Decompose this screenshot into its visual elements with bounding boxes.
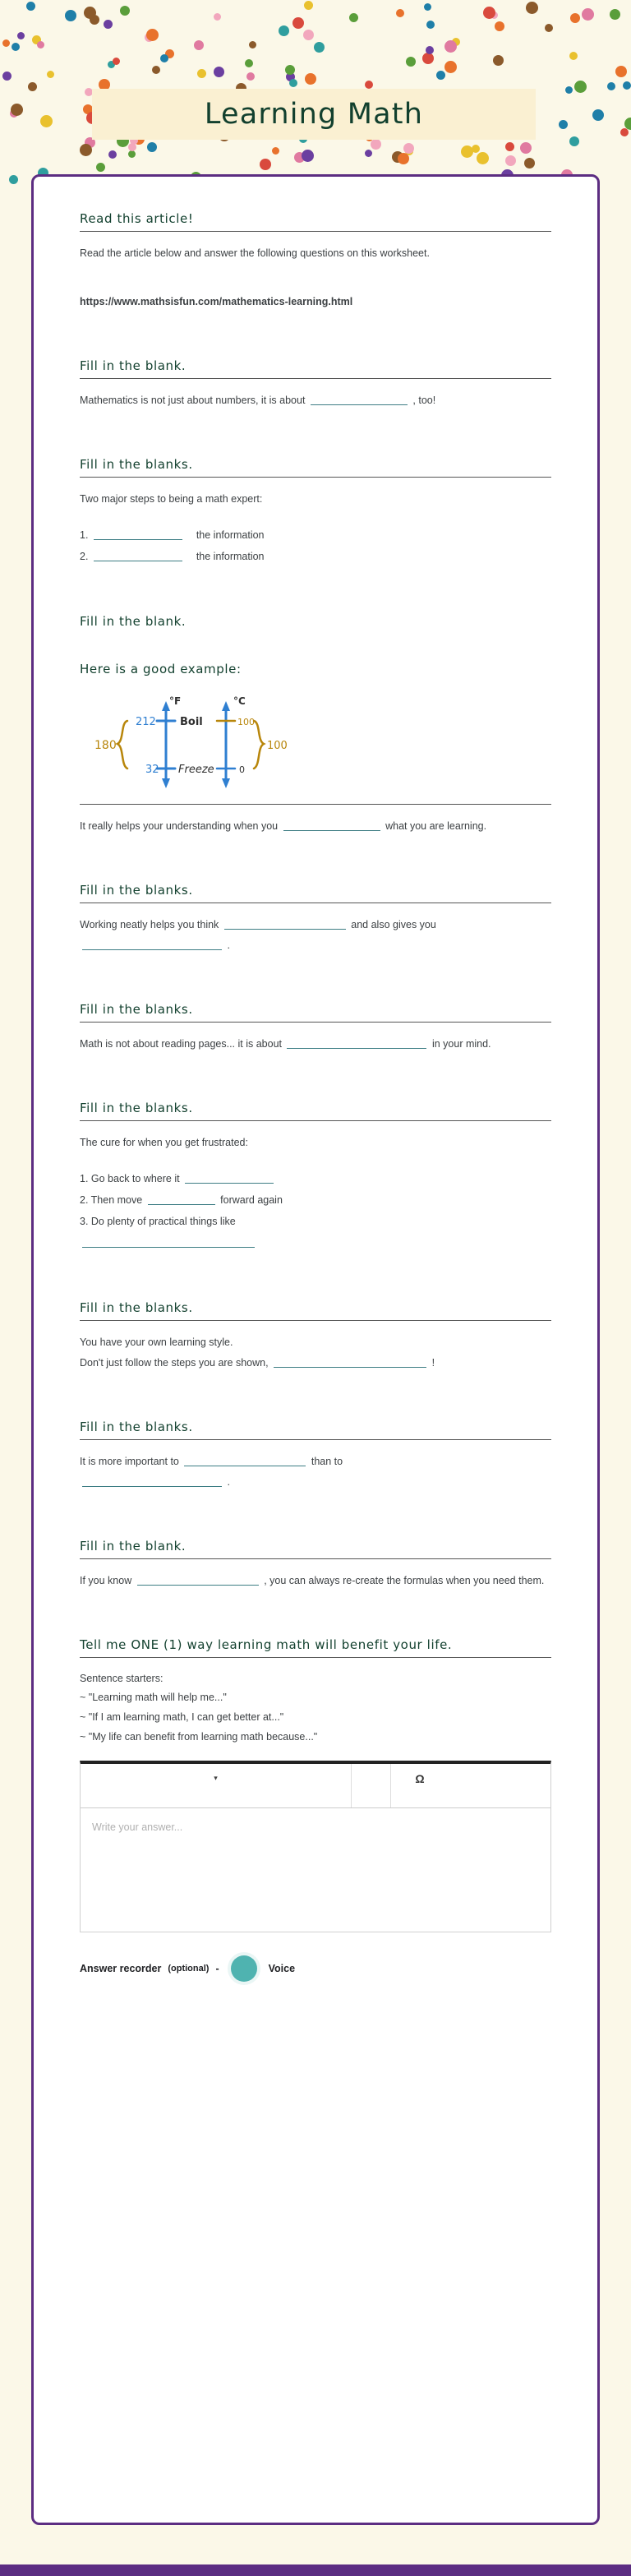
- section-blanks-working-neatly: [80, 883, 551, 956]
- blank-input[interactable]: [311, 393, 408, 405]
- confetti-dot: [26, 2, 35, 11]
- confetti-dot: [197, 69, 206, 78]
- confetti-dot: [260, 159, 271, 170]
- list-item: [80, 1232, 551, 1253]
- confetti-dot: [349, 13, 358, 22]
- lead-text: Two major steps to being a math expert:: [80, 493, 263, 505]
- page-title: Learning Math: [204, 98, 424, 131]
- spacer: [80, 1499, 551, 1539]
- recorder-voice-label: Voice: [268, 1962, 296, 1974]
- confetti-dot: [569, 136, 579, 146]
- confetti-dot: [607, 82, 615, 90]
- confetti-dot: [371, 139, 381, 150]
- confetti-dot: [569, 52, 578, 60]
- confetti-dot: [302, 150, 314, 162]
- blank-input[interactable]: [137, 1573, 259, 1586]
- recorder-optional-label: (optional): [168, 1963, 210, 1974]
- blank-input[interactable]: [94, 549, 182, 561]
- item-text: the information: [196, 551, 265, 563]
- item-text: 2. Then move: [80, 1193, 143, 1206]
- confetti-dot: [2, 72, 12, 81]
- toolbar-group: [352, 1764, 391, 1807]
- confetti-dot: [152, 66, 160, 74]
- example-label: Here is a good example:: [80, 661, 242, 676]
- blank-input[interactable]: [283, 819, 380, 831]
- confetti-dot: [406, 57, 416, 67]
- confetti-dot: [570, 13, 580, 23]
- section-blank-if-you-know: [80, 1539, 551, 1591]
- confetti-dot: [245, 59, 253, 67]
- confetti-dot: [444, 40, 457, 53]
- section-heading: Fill in the blanks.: [80, 457, 193, 472]
- text-before: Math is not about reading pages... it is about: [80, 1037, 282, 1050]
- section-divider: [80, 1120, 551, 1121]
- confetti-dot: [80, 144, 92, 156]
- f-freeze-value: 32: [145, 763, 159, 776]
- blank-input[interactable]: [184, 1454, 306, 1466]
- section-divider: [80, 1439, 551, 1440]
- text-before: It really helps your understanding when you: [80, 819, 279, 832]
- example-diagram: [88, 690, 551, 801]
- c-freeze-value: 0: [239, 764, 245, 775]
- confetti-dot: [396, 9, 404, 17]
- lead-text: The cure for when you get frustrated:: [80, 1136, 248, 1148]
- confetti-dot: [246, 72, 255, 81]
- confetti-dot: [495, 21, 504, 31]
- confetti-dot: [610, 9, 620, 20]
- blank-input[interactable]: [94, 528, 182, 540]
- section-heading: Fill in the blanks.: [80, 1100, 193, 1115]
- spacer: [80, 1061, 551, 1101]
- text-after: in your mind.: [431, 1037, 491, 1050]
- confetti-dot: [493, 55, 504, 66]
- special-character-button[interactable]: Ω: [415, 1771, 425, 1785]
- confetti-dot: [505, 142, 514, 151]
- section-heading: Fill in the blanks.: [80, 1419, 193, 1434]
- text-after: , too!: [412, 395, 436, 406]
- text-after: .: [227, 1475, 230, 1488]
- question-text: [80, 1571, 551, 1591]
- confetti-dot: [128, 150, 136, 158]
- section-divider: [80, 231, 551, 232]
- confetti-dot: [65, 10, 76, 21]
- spacer: [80, 510, 551, 524]
- confetti-dot: [113, 58, 120, 65]
- section-divider: [80, 804, 551, 805]
- confetti-dot: [592, 109, 604, 121]
- section-heading: Fill in the blanks.: [80, 1001, 193, 1017]
- section-blanks-reading-pages: [80, 1002, 551, 1055]
- confetti-dot: [444, 61, 457, 73]
- section-divider: [80, 477, 551, 478]
- section-heading: Fill in the blank.: [80, 1538, 187, 1553]
- sentence-starter: ~ "If I am learning math, I can get better at...": [80, 1711, 284, 1723]
- text-after: what you are learning.: [385, 819, 487, 832]
- section-blank-example: [80, 614, 551, 837]
- confetti-dot: [303, 30, 314, 40]
- recorder-dash: -: [215, 1962, 219, 1974]
- confetti-dot: [426, 21, 435, 29]
- confetti-dot: [40, 115, 53, 127]
- question-text: [80, 1452, 551, 1493]
- confetti-dot: [292, 17, 304, 29]
- spacer: [80, 1153, 551, 1168]
- spacer: [80, 963, 551, 1002]
- question-text: [80, 1034, 551, 1055]
- confetti-dot: [146, 29, 159, 41]
- confetti-dot: [524, 158, 535, 169]
- question-text: [80, 816, 551, 837]
- starters-label: Sentence starters:: [80, 1672, 164, 1684]
- confetti-dot: [565, 86, 573, 94]
- confetti-dot: [279, 25, 289, 36]
- section-heading: Fill in the blank.: [80, 613, 187, 629]
- confetti-dot: [2, 39, 10, 47]
- confetti-dot: [194, 40, 204, 50]
- spacer: [80, 1598, 551, 1637]
- confetti-dot: [477, 152, 489, 164]
- font-select[interactable]: [81, 1764, 352, 1807]
- confetti-dot: [365, 150, 372, 157]
- question-text: [80, 1353, 551, 1373]
- bottom-strip: [0, 2564, 631, 2576]
- item-text: 3. Do plenty of practical things like: [80, 1216, 236, 1227]
- section-blanks-more-important: [80, 1420, 551, 1493]
- section-heading: Tell me ONE (1) way learning math will benefit your life.: [80, 1637, 453, 1652]
- confetti-dot: [289, 79, 297, 87]
- recorder-label: Answer recorder: [80, 1962, 162, 1974]
- chevron-down-icon[interactable]: ▾: [214, 1773, 218, 1782]
- confetti-dot: [304, 1, 313, 10]
- blank-input[interactable]: [274, 1355, 426, 1368]
- confetti-dot: [37, 41, 44, 48]
- spacer: [80, 319, 551, 358]
- sentence-starter: ~ "Learning math will help me...": [80, 1692, 227, 1704]
- confetti-dot: [472, 145, 480, 153]
- confetti-dot: [214, 67, 224, 77]
- answer-editor: [80, 1761, 551, 1932]
- answer-input[interactable]: Write your answer...: [92, 1821, 183, 1833]
- confetti-dot: [505, 155, 516, 166]
- confetti-dot: [582, 8, 594, 21]
- text-before: Working neatly helps you think: [80, 918, 219, 930]
- confetti-dot: [426, 46, 434, 54]
- list-item: [80, 1168, 551, 1189]
- question-text: [80, 915, 551, 956]
- blank-input[interactable]: [224, 917, 346, 930]
- confetti-dot: [424, 3, 431, 11]
- confetti-dot: [365, 81, 373, 89]
- blank-input[interactable]: [287, 1036, 426, 1049]
- spacer: [80, 575, 551, 614]
- confetti-dot: [272, 147, 279, 155]
- spacer: [80, 1261, 551, 1300]
- section-heading: Fill in the blanks.: [80, 1300, 193, 1315]
- section-blanks-frustrated: [80, 1101, 551, 1254]
- section-divider: [80, 1657, 551, 1658]
- sentence-starter: ~ "My life can benefit from learning math because...": [80, 1730, 318, 1743]
- item-number: 2.: [80, 551, 89, 563]
- confetti-dot: [314, 42, 325, 53]
- confetti-dot: [120, 6, 130, 16]
- list-item: [80, 1211, 551, 1232]
- confetti-dot: [17, 32, 25, 39]
- fahrenheit-unit-label: °F: [169, 695, 182, 707]
- answer-recorder: [80, 1955, 551, 1982]
- confetti-dot: [526, 2, 538, 14]
- confetti-dot: [96, 163, 105, 172]
- confetti-dot: [615, 66, 627, 77]
- article-link[interactable]: https://www.mathsisfun.com/mathematics-learning.html: [80, 296, 353, 307]
- confetti-dot: [483, 7, 495, 19]
- section-read-article: [80, 211, 551, 312]
- confetti-dot: [285, 65, 295, 75]
- confetti-dot: [160, 54, 168, 62]
- blank-input[interactable]: [82, 1235, 255, 1248]
- confetti-dot: [545, 24, 553, 32]
- blank-input[interactable]: [82, 1475, 222, 1487]
- item-text-after: forward again: [220, 1193, 283, 1206]
- celsius-unit-label: °C: [233, 695, 246, 707]
- list-item: [80, 524, 551, 546]
- section-open-response: [80, 1637, 551, 1982]
- record-voice-button[interactable]: [231, 1955, 257, 1982]
- confetti-dot: [620, 128, 629, 136]
- section-divider: [80, 1320, 551, 1321]
- confetti-dot: [520, 142, 532, 154]
- f-range-value: 180: [94, 738, 117, 752]
- section-divider: [80, 378, 551, 379]
- c-range-value: 100: [267, 739, 288, 752]
- text-middle: than to: [311, 1455, 343, 1467]
- text-before: Mathematics is not just about numbers, it is about: [80, 395, 306, 406]
- confetti-dot: [436, 71, 445, 80]
- confetti-dot: [12, 43, 20, 51]
- text-after: .: [227, 939, 230, 951]
- spacer: [80, 843, 551, 883]
- worksheet-card: [31, 174, 600, 2525]
- instruction-text: Read the article below and answer the following questions on this worksheet.: [80, 247, 430, 259]
- confetti-dot: [47, 71, 54, 78]
- item-text: the information: [196, 529, 265, 541]
- list-item: [80, 1189, 551, 1211]
- blank-input[interactable]: [185, 1171, 274, 1184]
- confetti-dot: [398, 153, 409, 164]
- section-divider: [80, 1558, 551, 1559]
- section-blanks-learning-style: [80, 1300, 551, 1373]
- spacer: [80, 264, 551, 292]
- text-before: It is more important to: [80, 1455, 179, 1467]
- confetti-dot: [108, 150, 117, 159]
- blank-input[interactable]: [82, 938, 222, 950]
- toolbar-spacer: [449, 1764, 550, 1807]
- text-middle: and also gives you: [351, 918, 436, 930]
- fahrenheit-celsius-scale-icon: [88, 690, 310, 796]
- confetti-dot: [9, 175, 18, 184]
- confetti-dot: [305, 73, 316, 85]
- confetti-dot: [574, 81, 587, 93]
- confetti-dot: [214, 13, 221, 21]
- section-heading: Fill in the blanks.: [80, 882, 193, 898]
- confetti-dot: [559, 120, 568, 129]
- confetti-dot: [147, 142, 157, 152]
- text-after: , you can always re-create the formulas when you need them.: [264, 1574, 545, 1586]
- spacer: [80, 634, 551, 662]
- f-boil-value: 212: [136, 715, 156, 728]
- boil-label: Boil: [180, 715, 203, 728]
- text-before: If you know: [80, 1574, 132, 1586]
- confetti-dot: [84, 7, 96, 19]
- question-text: [80, 390, 551, 411]
- spacer: [80, 1380, 551, 1420]
- section-blank-numbers: [80, 358, 551, 411]
- text-after: !: [431, 1356, 435, 1369]
- section-heading: Read this article!: [80, 211, 194, 226]
- list-item: [80, 546, 551, 567]
- spacer: [80, 418, 551, 457]
- item-text: 1. Go back to where it: [80, 1172, 180, 1184]
- confetti-dot: [624, 118, 631, 130]
- section-blanks-two-steps: [80, 457, 551, 568]
- text-before: Don't just follow the steps you are shown,: [80, 1356, 269, 1369]
- line-one: You have your own learning style.: [80, 1336, 233, 1348]
- blank-input[interactable]: [148, 1193, 215, 1205]
- item-number: 1.: [80, 529, 89, 541]
- confetti-dot: [403, 143, 414, 154]
- c-boil-value: 100: [237, 716, 255, 727]
- confetti-dot: [249, 41, 256, 48]
- confetti-dot: [11, 104, 23, 116]
- section-heading: Fill in the blank.: [80, 358, 187, 373]
- section-divider: [80, 1022, 551, 1023]
- editor-toolbar: [81, 1764, 550, 1808]
- confetti-dot: [104, 20, 113, 29]
- confetti-dot: [422, 53, 434, 64]
- freeze-label: Freeze: [178, 763, 214, 776]
- confetti-dot: [623, 81, 631, 90]
- confetti-dot: [28, 82, 37, 91]
